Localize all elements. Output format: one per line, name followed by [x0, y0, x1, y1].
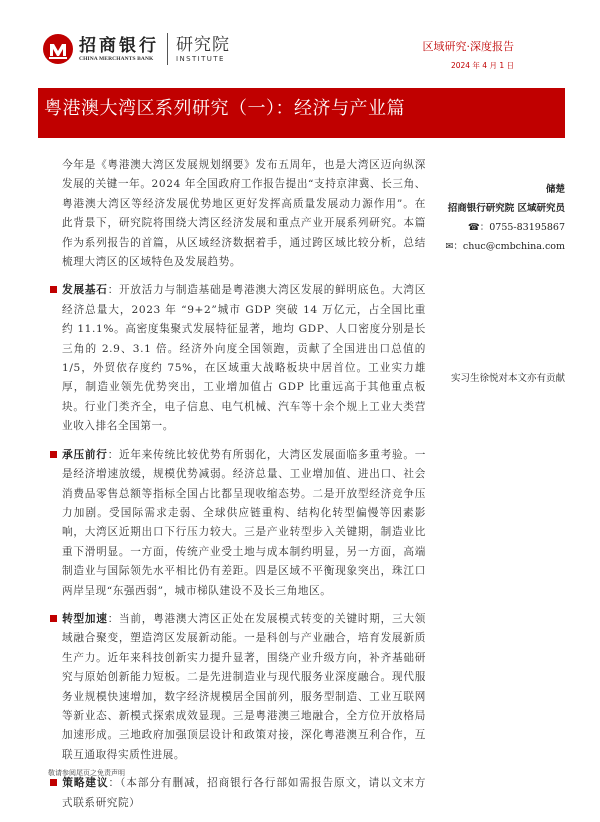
section-heading: 发展基石: [62, 284, 108, 297]
section-transformation: [62, 610, 426, 765]
logo-en-text: CHINA MERCHANTS BANK: [79, 56, 154, 62]
section-heading: 转型加速: [62, 612, 108, 625]
logo-divider: [167, 33, 168, 65]
report-body: [62, 156, 426, 822]
bullet-icon: [50, 779, 57, 786]
section-heading: 承压前行: [62, 448, 108, 461]
cmb-logo: [43, 33, 230, 65]
report-meta: [423, 38, 515, 71]
phone-icon: ☎：: [467, 222, 490, 233]
section-text: ：近年来传统比较优势有所弱化，大湾区发展面临多重考验。一是经济增速放缓，规模优势减弱。经济总量、工业增加值、进出口、社会消费品零售总额等指标全国占比都呈现收缩态势。二是开放型经济竞争压力加剧。受国际需求走弱、全球供应链重构、结构化转型偏慢等因素影响，大湾区近期出口下行压力较大。三是产业转型步入关键期，制造业比重下滑明显。一方面，传统产业受土地与成本制约明显，另一方面，高端制造业与国际领先水平相比仍有差距。四是区域不平衡现象突出，珠江口两岸呈现“东强西弱”，城市梯队建设不及长三角地区。: [62, 448, 426, 597]
page-title: 粤港澳大湾区系列研究（一）：经济与产业篇: [44, 98, 405, 119]
institute-en-text: INSTITUTE: [176, 55, 225, 63]
logo-cn-text: 招商银行: [79, 36, 159, 56]
section-heading: 策略建议: [62, 777, 109, 790]
email-icon: ✉：: [445, 241, 463, 252]
author-name: 储楚: [545, 184, 565, 195]
report-type: 区域研究·深度报告: [422, 40, 514, 53]
contributor-note: 实习生徐悦对本文亦有贡献: [450, 373, 565, 384]
disclaimer-note: 敬请参阅尾页之免责声明: [48, 769, 125, 777]
section-text: ：开放活力与制造基础是粤港澳大湾区发展的鲜明底色。大湾区经济总量大，2023 年 “9+2”城市 GDP 突破 14 万亿元，占全国比重约 11.1%。高密度集聚式发展特征显著，地均 GDP、人口密度分别是长三角的 2.9、3.1 倍。经济外向度全国领跑，贡献了全国进出口总值的 1/5，外贸依存度约 75%，在区域重大战略板块中居首位。工业实力雄厚，制造业领先优势突出，工业增加值占 GDP 比重远高于其他重点板块。行业门类齐全，电子信息、电气机械、汽车等十余个规上工业大类营业收入排名全国第一。: [62, 284, 426, 433]
institute-cn-text: 研究院: [176, 35, 230, 55]
section-text: ：（本部分有删减，招商银行各行部如需报告原文，请以文末方式联系研究院）: [62, 777, 426, 809]
cmb-logo-icon: [43, 34, 73, 64]
section-pressure: [62, 446, 426, 601]
author-email[interactable]: chuc@cmbchina.com: [462, 241, 565, 252]
report-date: 2024 年 4 月 1 日: [450, 61, 514, 70]
bullet-icon: [50, 286, 57, 293]
title-banner: [38, 88, 565, 138]
author-phone: 0755-83195867: [489, 222, 565, 233]
author-org: 招商银行研究院 区域研究员: [447, 203, 565, 214]
section-foundation: [62, 281, 426, 436]
section-text: ：当前，粤港澳大湾区正处在发展模式转变的关键时期，三大领域融合聚变，塑造湾区发展新动能。一是科创与产业融合，培育发展新质生产力。近年来科技创新实力提升显著，围绕产业升级方向，补齐基础研究与原始创新能力短板。二是先进制造业与现代服务业深度融合。现代服务业规模快速增加，数字经济规模居全国前列，服务型制造、工业互联网等新业态、新模式探索成效显现。三是粤港澳三地融合，全方位开放格局加速形成。三地政府加强顶层设计和政策对接，深化粤港澳互利合作，互联互通取得实质性进展。: [62, 612, 426, 761]
author-info: [445, 180, 565, 256]
intro-paragraph: 今年是《粤港澳大湾区发展规划纲要》发布五周年，也是大湾区迈向纵深发展的关键一年。2024 年全国政府工作报告提出“支持京津冀、长三角、粤港澳大湾区等经济发展优势地区更好发挥高质量发展动力源作用”。在此背景下，研究院将围绕大湾区经济发展和重点产业开展系列研究。本篇作为系列报告的首篇，从区域经济数据着手，通过跨区域比较分析，总结梳理大湾区的区域特色及发展趋势。: [62, 159, 426, 269]
bullet-icon: [50, 615, 57, 622]
bullet-icon: [50, 451, 57, 458]
section-strategy: [62, 774, 426, 813]
